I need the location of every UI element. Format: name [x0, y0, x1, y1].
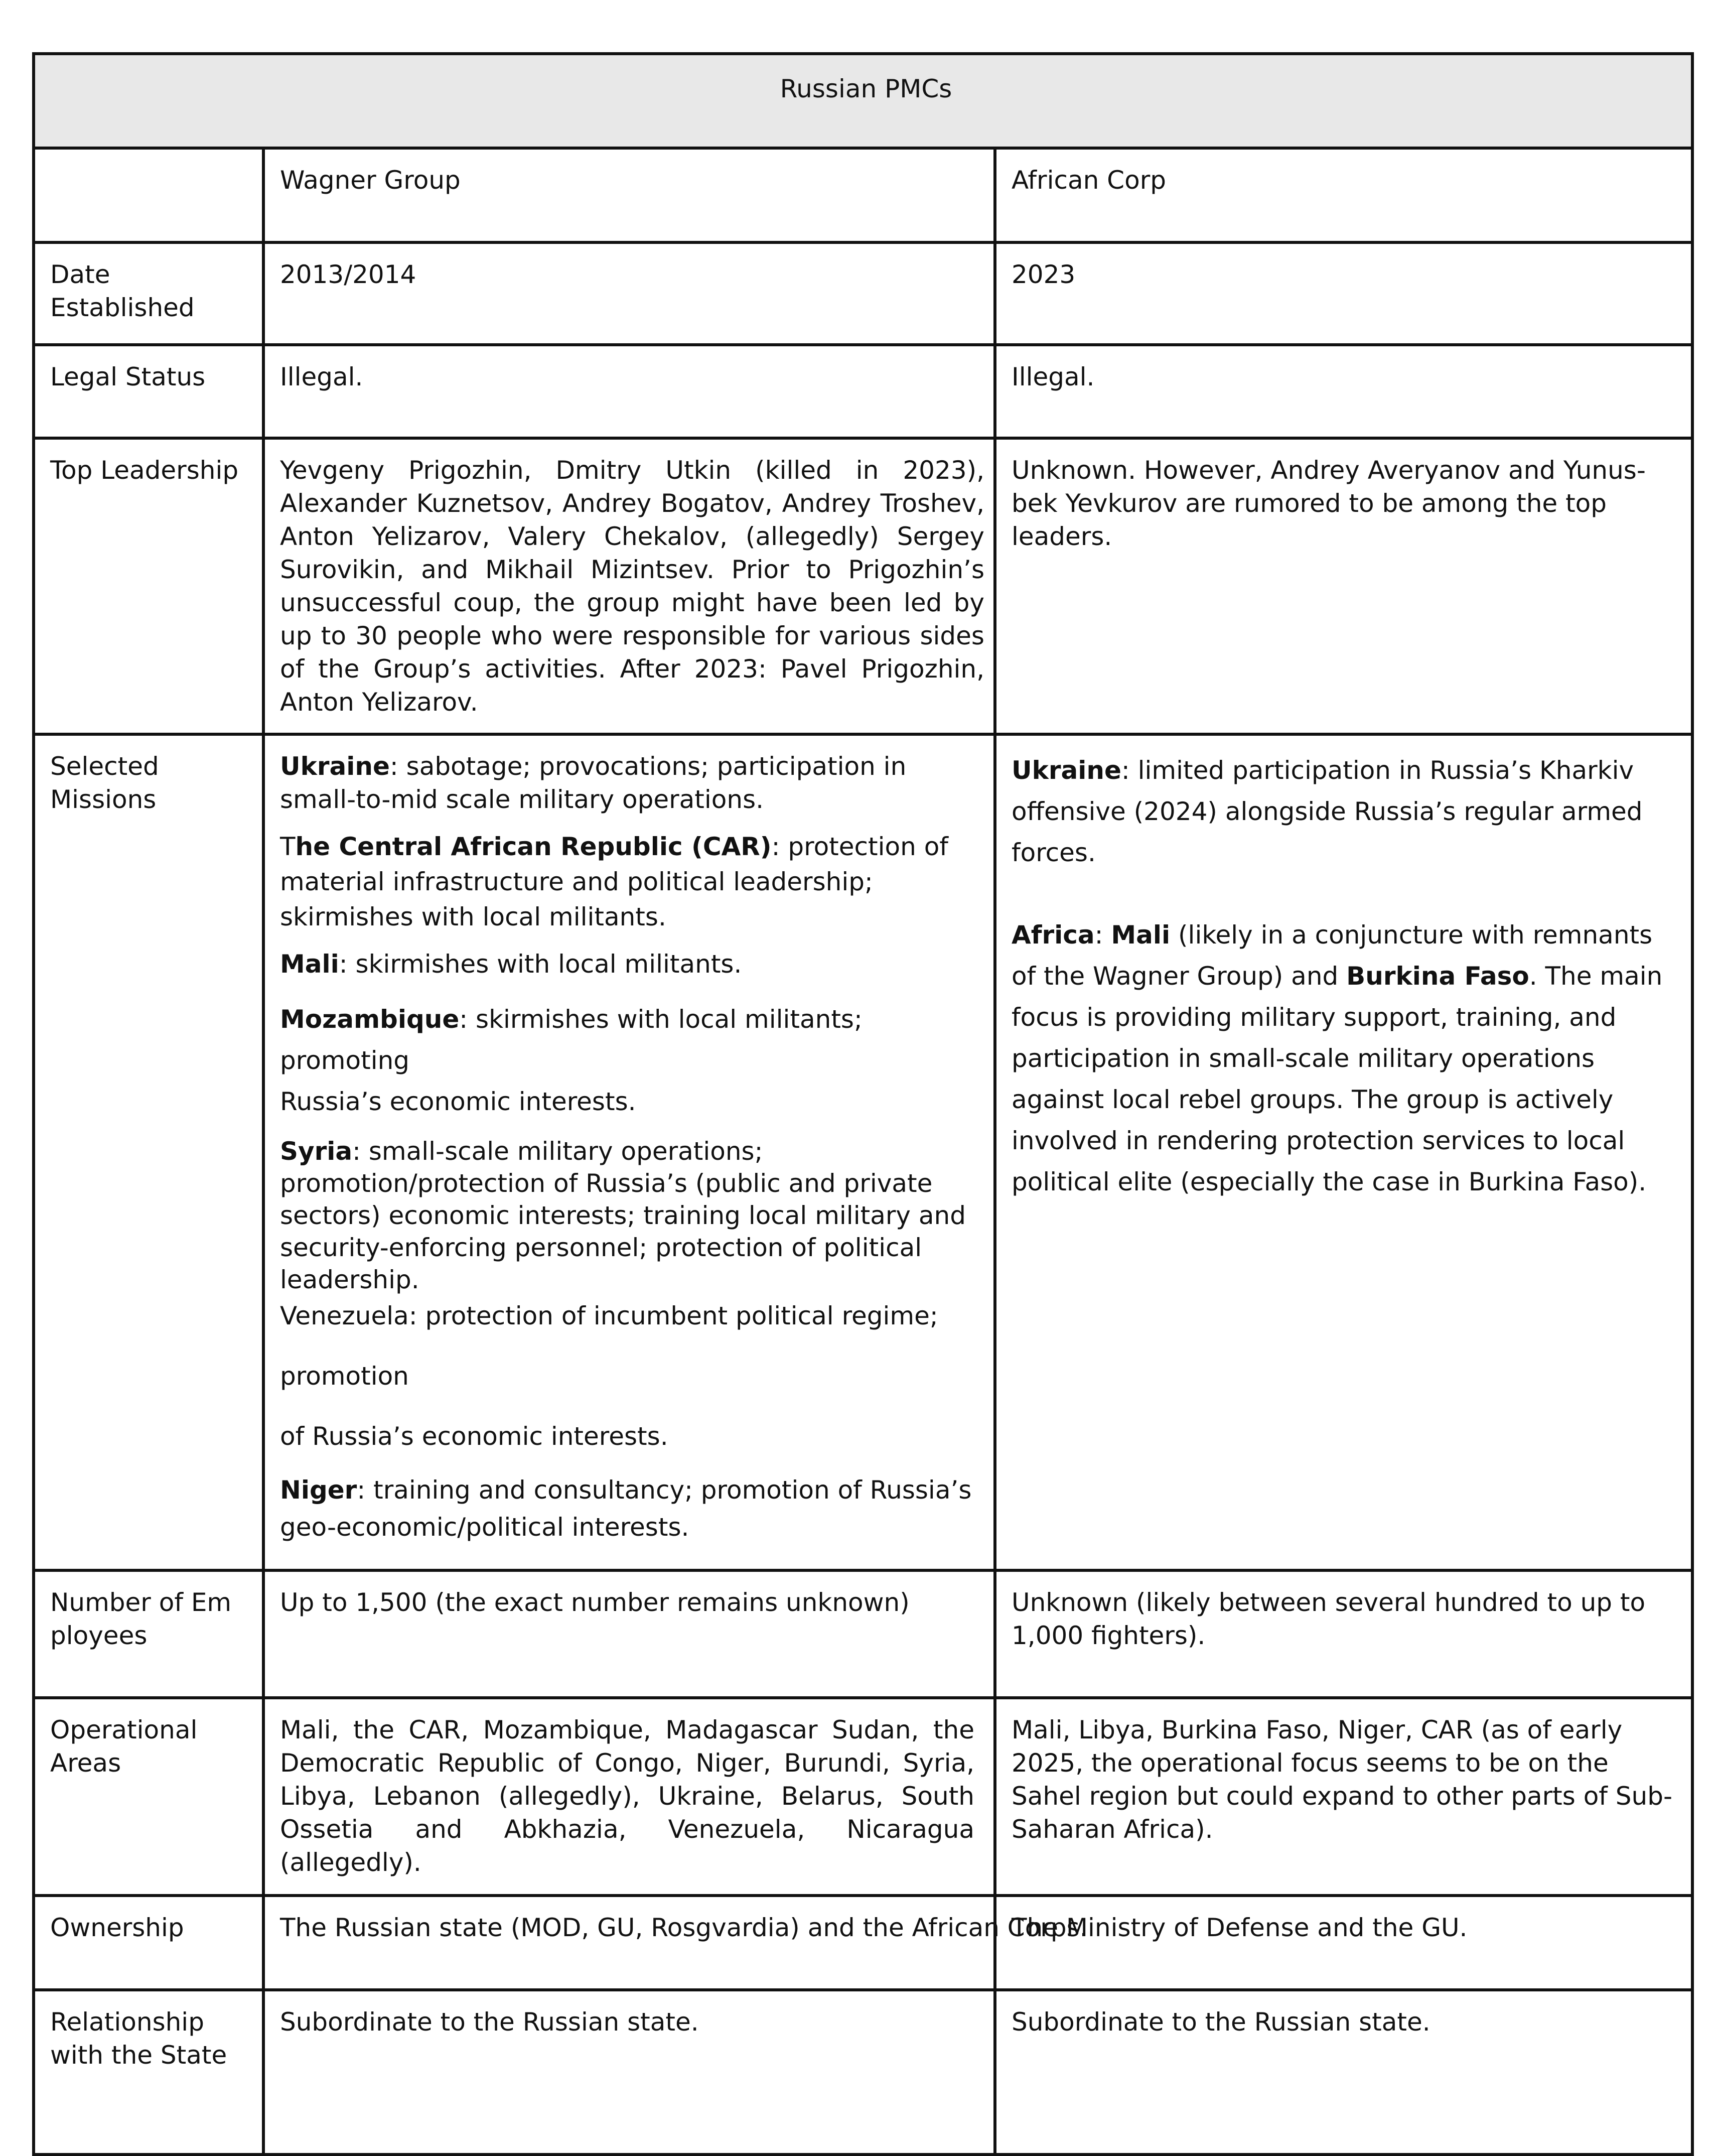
spacer [1012, 873, 1682, 914]
wagner-cell: Up to 1,500 (the exact number remains unknown) [263, 1570, 995, 1698]
african-cell: Unknown (likely between several hundred to up to 1,000 fighters). [995, 1570, 1692, 1698]
wagner-cell: 2013/2014 [263, 242, 995, 345]
mission-text: (likely in a conjuncture with remnants of the Wagner Group) and [1012, 920, 1653, 991]
mission-country: Ukraine [280, 752, 390, 781]
mission-item [280, 1471, 984, 1546]
mission-item [280, 829, 984, 934]
row-label: Selected Missions [34, 734, 263, 1570]
mission-item [1012, 750, 1682, 873]
african-cell: Unknown. However, Andrey Averyanov and Yunus-bek Yevkurov are rumored to be among the top leaders. [995, 438, 1692, 734]
wagner-missions-cell [263, 734, 995, 1570]
row-label: Top Leadership [34, 438, 263, 734]
mission-separator: : [1094, 920, 1111, 950]
mission-country: Mozambique [280, 1005, 460, 1034]
mission-item [280, 1081, 984, 1122]
mission-item [280, 750, 984, 816]
african-cell: 2023 [995, 242, 1692, 345]
table-header-row [34, 148, 1692, 242]
table-title-row [34, 54, 1692, 148]
mission-prefix: T [280, 832, 296, 861]
african-cell: Mali, Libya, Burkina Faso, Niger, CAR (as of early 2025, the operational focus seems to be on the Sahel region but could expand to other parts of Sub-Saharan Africa). [995, 1698, 1692, 1896]
mission-country: he Central African Republic (CAR) [295, 832, 772, 861]
table-row [34, 734, 1692, 1570]
mission-item [280, 1406, 984, 1466]
african-cell: Illegal. [995, 345, 1692, 438]
table-row [34, 1990, 1692, 2154]
mission-text: of Russia’s economic interests. [280, 1422, 668, 1451]
wagner-cell: Illegal. [263, 345, 995, 438]
wagner-cell: Yevgeny Prigozhin, Dmitry Utkin (killed in 2023), Alexander Kuznetsov, Andrey Bogatov, Andrey Troshev, Anton Yelizarov, Valery Chekalov, (allegedly) Sergey Surovikin, and Mikhail Mizintsev. Prior to Prigozhin’s unsuccessful coup, the group might have been led by up to 30 people who were responsible for various sides of the Group’s activities. After 2023: Pavel Prigozhin, Anton Yelizarov. [263, 438, 995, 734]
mission-text: : small-scale military operations; promotion/protection of Russia’s (public and private sectors) economic interests; training local military and security-enforcing personnel; protection of political leadership. [280, 1137, 966, 1294]
mission-item [1012, 914, 1682, 1202]
mission-item [280, 1135, 984, 1296]
wagner-cell: Mali, the CAR, Mozambique, Madagascar Sudan, the Democratic Republic of Congo, Niger, Burundi, Syria, Libya, Lebanon (allegedly), Ukraine, Belarus, South Ossetia and Abkhazia, Venezuela, Nicaragua (allegedly). [263, 1698, 995, 1896]
header-cell-african-corp: African Corp [995, 148, 1692, 242]
table-row [34, 242, 1692, 345]
mission-country: Mali [1111, 920, 1171, 950]
row-label: Operational Areas [34, 1698, 263, 1896]
table-row [34, 1570, 1692, 1698]
mission-text: Russia’s economic interests. [280, 1087, 636, 1116]
african-cell: Subordinate to the Russian state. [995, 1990, 1692, 2154]
african-cell: The Ministry of Defense and the GU. [995, 1896, 1692, 1990]
mission-country: Ukraine [1012, 756, 1121, 785]
mission-country: Niger [280, 1475, 357, 1505]
mission-text: : training and consultancy; promotion of Russia’s geo-economic/political interests. [280, 1475, 972, 1542]
row-label: Relationship with the State [34, 1990, 263, 2154]
mission-country: Mali [280, 950, 339, 979]
wagner-cell: The Russian state (MOD, GU, Rosgvardia) and the African Corps. [263, 1896, 995, 1990]
table-row [34, 438, 1692, 734]
wagner-cell: Subordinate to the Russian state. [263, 1990, 995, 2154]
mission-text: : skirmishes with local militants; promoting [280, 1005, 863, 1075]
mission-country: Syria [280, 1137, 353, 1166]
mission-item [280, 1286, 984, 1406]
row-label: Ownership [34, 1896, 263, 1990]
table-row [34, 1896, 1692, 1990]
mission-country: Africa [1012, 920, 1095, 950]
header-cell-empty [34, 148, 263, 242]
mission-text: . The main focus is providing military support, training, and participation in small-scale military operations against local rebel groups. The group is actively involved in rendering protection services to local political elite (especially the case in Burkina Faso). [1012, 962, 1663, 1196]
row-label: Legal Status [34, 345, 263, 438]
mission-text: : limited participation in Russia’s Kharkiv offensive (2024) alongside Russia’s regular armed forces. [1012, 756, 1643, 867]
mission-country: Burkina Faso [1346, 962, 1529, 991]
mission-item [280, 999, 984, 1081]
header-cell-wagner: Wagner Group [263, 148, 995, 242]
table-row [34, 345, 1692, 438]
table-row [34, 1698, 1692, 1896]
african-missions-cell [995, 734, 1692, 1570]
mission-text: : sabotage; provocations; participation in small-to-mid scale military operations. [280, 752, 907, 814]
mission-text: : skirmishes with local militants. [339, 950, 742, 979]
table-title: Russian PMCs [34, 54, 1692, 148]
mission-text: Venezuela: protection of incumbent political regime; promotion [280, 1301, 938, 1391]
mission-item [280, 948, 984, 981]
mission-text: : protection of material infrastructure and political leadership; skirmishes with local militants. [280, 832, 948, 931]
row-label: Date Established [34, 242, 263, 345]
row-label: Number of Employees [34, 1570, 263, 1698]
pmc-comparison-table [32, 52, 1694, 2156]
